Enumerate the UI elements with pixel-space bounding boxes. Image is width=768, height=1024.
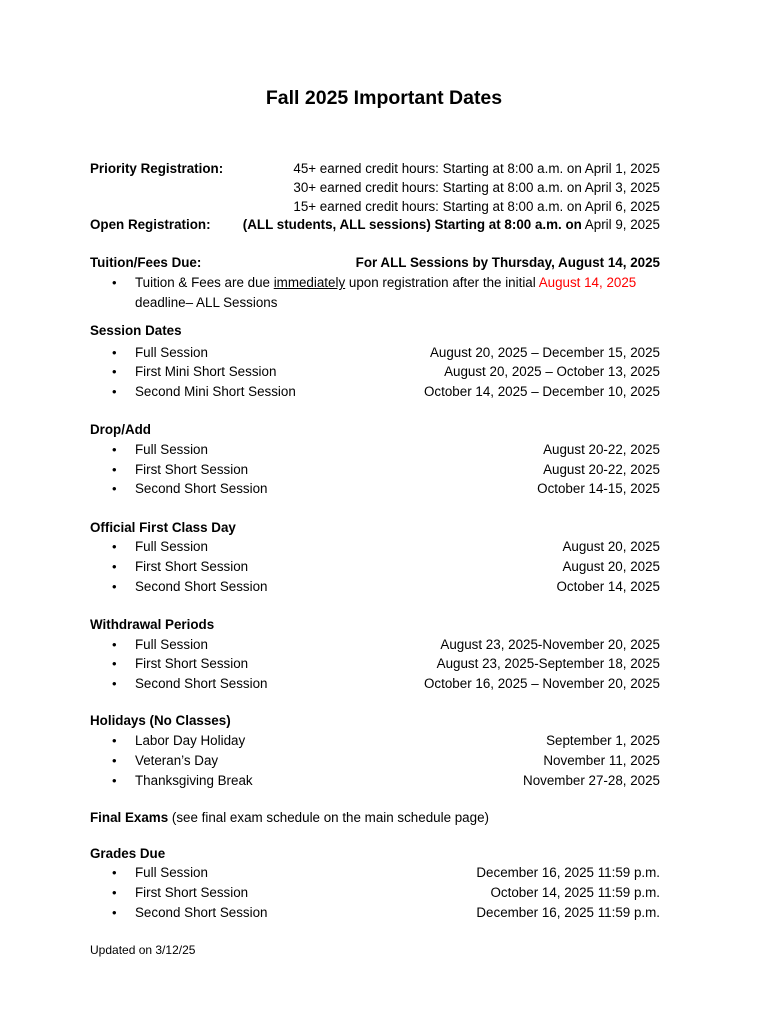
list-item-label: Veteran’s Day <box>135 753 219 768</box>
bullet: • <box>112 275 117 290</box>
list-item-value: October 14, 2025 11:59 p.m. <box>490 885 660 900</box>
list-item-value: September 1, 2025 <box>546 733 660 748</box>
drop-add-heading: Drop/Add <box>90 422 151 437</box>
list-item-label: Second Short Session <box>135 905 268 920</box>
list-item-label: Second Short Session <box>135 481 268 496</box>
list-item-value: October 16, 2025 – November 20, 2025 <box>424 676 660 691</box>
list-item-value: August 23, 2025-November 20, 2025 <box>440 637 660 652</box>
bullet: • <box>112 773 117 788</box>
list-item-label: Full Session <box>135 539 208 554</box>
list-item-value: August 20, 2025 <box>562 539 660 554</box>
list-item-label: First Short Session <box>135 885 249 900</box>
list-item-value: August 20-22, 2025 <box>543 462 660 477</box>
list-item-label: Full Session <box>135 345 208 360</box>
tuition-value: For ALL Sessions by Thursday, August 14, 2025 <box>355 255 660 270</box>
list-item-value: October 14-15, 2025 <box>537 481 660 496</box>
bullet: • <box>112 637 117 652</box>
priority-line-3: 15+ earned credit hours: Starting at 8:00 a.m. on April 6, 2025 <box>293 199 660 214</box>
tuition-deadline-red: August 14, 2025 <box>538 275 637 290</box>
list-item-value: October 14, 2025 <box>556 579 660 594</box>
bullet: • <box>112 539 117 554</box>
list-item-value: October 14, 2025 – December 10, 2025 <box>424 384 660 399</box>
list-item-value: August 20-22, 2025 <box>543 442 660 457</box>
bullet: • <box>112 885 117 900</box>
list-item-label: First Short Session <box>135 559 249 574</box>
list-item-label: Full Session <box>135 865 208 880</box>
list-item-value: December 16, 2025 11:59 p.m. <box>476 865 660 880</box>
bullet: • <box>112 676 117 691</box>
bullet: • <box>112 905 117 920</box>
list-item-value: August 20, 2025 – December 15, 2025 <box>429 345 660 360</box>
bullet: • <box>112 733 117 748</box>
bullet: • <box>112 481 117 496</box>
list-item-label: Second Short Session <box>135 676 268 691</box>
list-item-label: Full Session <box>135 637 208 652</box>
list-item-label: Labor Day Holiday <box>135 733 246 748</box>
final-exams-heading: Final Exams <box>90 810 169 825</box>
first-class-day-heading: Official First Class Day <box>90 520 236 535</box>
bullet: • <box>112 559 117 574</box>
bullet: • <box>112 345 117 360</box>
open-registration-date: April 9, 2025 <box>581 217 660 232</box>
open-registration-bold: (ALL students, ALL sessions) Starting at 8:00 a.m. on <box>242 217 582 232</box>
tuition-label: Tuition/Fees Due: <box>90 255 202 270</box>
bullet: • <box>112 656 117 671</box>
session-dates-heading: Session Dates <box>90 323 182 338</box>
bullet: • <box>112 579 117 594</box>
list-item-value: November 11, 2025 <box>543 753 660 768</box>
priority-registration-label: Priority Registration: <box>90 161 224 176</box>
holidays-heading: Holidays (No Classes) <box>90 713 231 728</box>
list-item-label: Second Short Session <box>135 579 268 594</box>
list-item-value: August 23, 2025-September 18, 2025 <box>436 656 660 671</box>
list-item-value: November 27-28, 2025 <box>523 773 660 788</box>
bullet: • <box>112 753 117 768</box>
open-registration-value <box>243 217 660 233</box>
page-title: Fall 2025 Important Dates <box>265 87 503 109</box>
bullet: • <box>112 442 117 457</box>
list-item-label: First Short Session <box>135 462 249 477</box>
immediately-underlined: immediately <box>273 275 346 290</box>
list-item-value: December 16, 2025 11:59 p.m. <box>476 905 660 920</box>
final-exams-note: (see final exam schedule on the main schedule page) <box>168 810 489 825</box>
tuition-note: Tuition & Fees are due immediately upon registration after the initial August 14, 2025 <box>135 275 637 290</box>
list-item-label: Full Session <box>135 442 208 457</box>
priority-line-2: 30+ earned credit hours: Starting at 8:00 a.m. on April 3, 2025 <box>293 180 660 195</box>
open-registration-label: Open Registration: <box>90 217 211 232</box>
bullet: • <box>112 364 117 379</box>
bullet: • <box>112 384 117 399</box>
updated-note: Updated on 3/12/25 <box>90 943 196 957</box>
withdrawal-heading: Withdrawal Periods <box>90 617 215 632</box>
final-exams-line <box>90 810 489 826</box>
list-item-label: First Mini Short Session <box>135 364 277 379</box>
grades-due-heading: Grades Due <box>90 846 166 861</box>
list-item-label: Second Mini Short Session <box>135 384 296 399</box>
tuition-note-line2: deadline– ALL Sessions <box>135 295 278 310</box>
list-item-value: August 20, 2025 <box>562 559 660 574</box>
list-item-label: Thanksgiving Break <box>135 773 253 788</box>
bullet: • <box>112 462 117 477</box>
list-item-value: August 20, 2025 – October 13, 2025 <box>444 364 660 379</box>
list-item-label: First Short Session <box>135 656 249 671</box>
bullet: • <box>112 865 117 880</box>
priority-line-1: 45+ earned credit hours: Starting at 8:00 a.m. on April 1, 2025 <box>293 161 660 176</box>
